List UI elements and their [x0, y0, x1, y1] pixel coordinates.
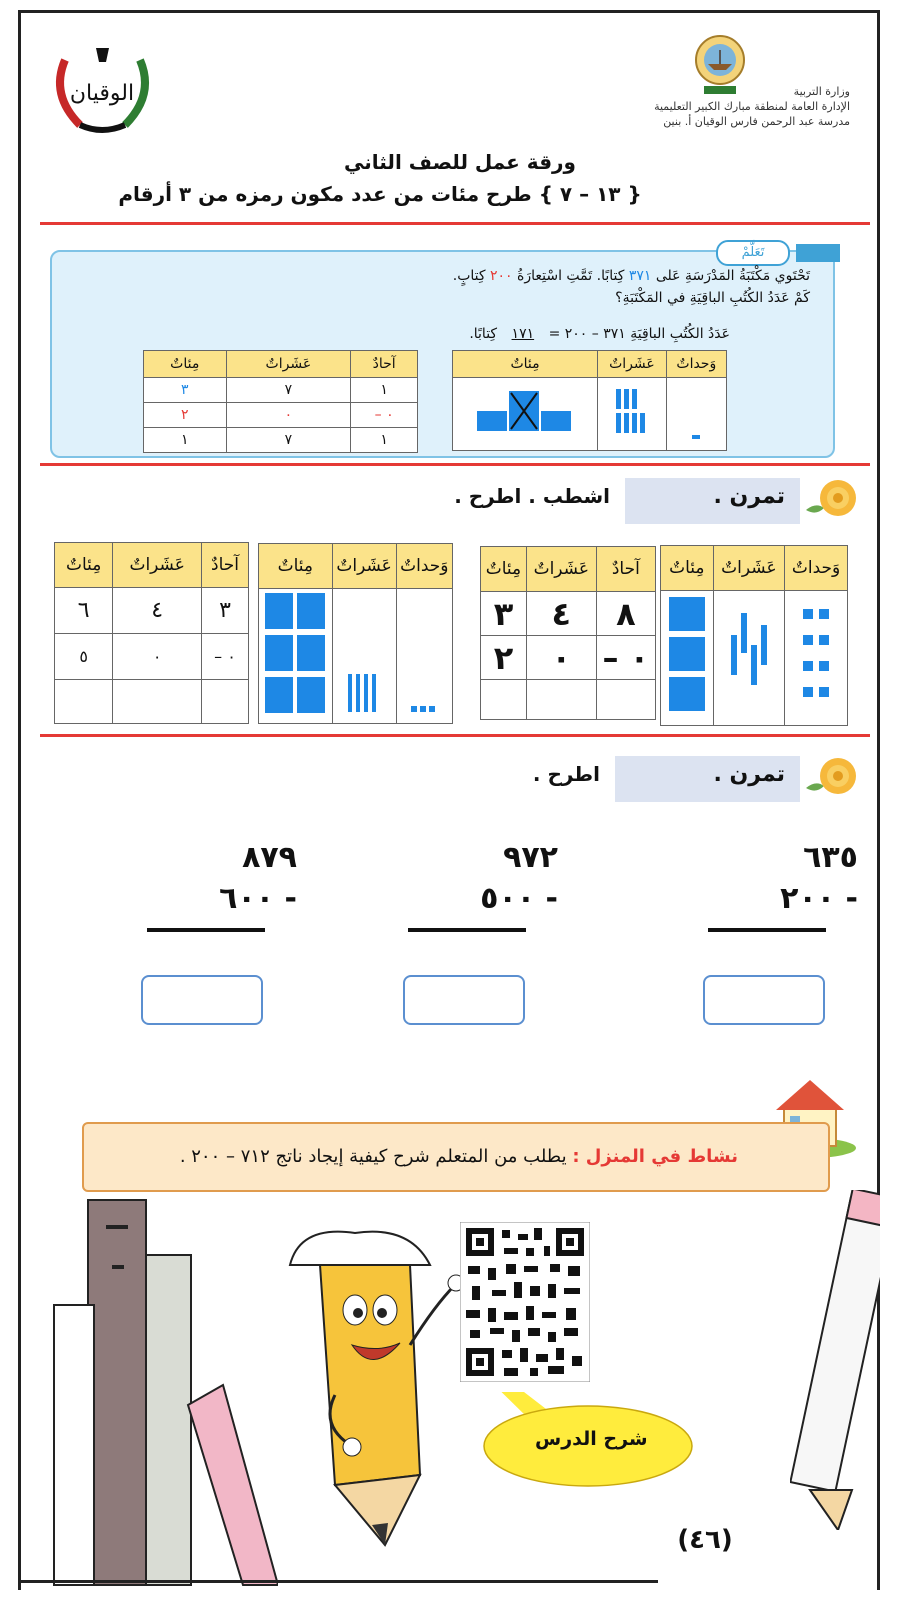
home-activity-label: نشاط في المنزل : [572, 1146, 738, 1167]
learn-text [110, 265, 810, 345]
digit-cell: ٠ [526, 636, 596, 680]
exercise-b-digits-table [54, 542, 249, 724]
header-tens: عَشَراتٌ [713, 546, 784, 591]
exercise-b-blocks-table [258, 543, 453, 724]
answer-cell[interactable] [596, 680, 655, 720]
header-tens: عَشَراتٌ [332, 544, 396, 589]
header-ones: آحادٌ [201, 543, 248, 588]
problem-bottom: ٥٠٠ - [480, 881, 558, 916]
digit-cell: ١ [351, 378, 418, 403]
ministry-header [550, 84, 850, 129]
units-cell [785, 591, 848, 726]
digit-cell: ٣ [144, 378, 227, 403]
speech-bubble[interactable] [480, 1392, 695, 1490]
learn-tab-label: تَعَلَّمْ [716, 240, 790, 266]
unit-cube-icon [686, 425, 706, 445]
books-illustration [48, 1195, 278, 1590]
learn-digits-table [143, 350, 418, 453]
learn-tab [710, 240, 840, 266]
pencil-character-illustration [260, 1225, 490, 1555]
answer-cell[interactable] [526, 680, 596, 720]
answer-cell[interactable] [201, 680, 248, 724]
hundreds-flats-icon [475, 387, 575, 437]
exercise-instruction: اشطب . اطرح . [454, 484, 610, 508]
header-hundreds: مِئاتٌ [481, 547, 527, 592]
exercise-a-digits-table [480, 546, 656, 720]
ministry-line: مدرسة عبد الرحمن فارس الوقيان أ. بنين [663, 115, 850, 128]
answer-box-3[interactable] [141, 975, 263, 1025]
bubble-text: شرح الدرس [535, 1428, 648, 1450]
lesson-title: { ١٣ – ٧ } طرح مئات من عدد مكون رمزه من ٣ أرقام [118, 182, 642, 206]
answer-box-2[interactable] [403, 975, 525, 1025]
header-units: وَحداتٌ [666, 351, 726, 378]
divider [40, 734, 870, 737]
header-hundreds: مِئاتٌ [144, 351, 227, 378]
learn-line-1: تَحْتَوي مَكْتَبَةُ المَدْرَسَةِ عَلى ٣٧١ كِتابًا. تَمَّتِ اسْتِعارَةُ ٢٠٠ كِتابٍ. [452, 268, 810, 284]
digit-cell: ٠ – [201, 634, 248, 680]
divider [40, 463, 870, 466]
bottom-border [18, 1580, 658, 1583]
problem-3 [147, 840, 297, 932]
exercise-1-header [60, 472, 860, 520]
exercise-2-header [60, 750, 860, 798]
header-units: وَحداتٌ [396, 544, 452, 589]
header-hundreds: مِئاتٌ [661, 546, 714, 591]
home-activity-text: نشاط في المنزل : يطلب من المتعلم شرح كيفية إيجاد ناتج ٧١٢ – ٢٠٠ . [179, 1146, 738, 1167]
digit-cell: ٣ [201, 588, 248, 634]
rose-icon [802, 472, 860, 526]
learn-blocks-table [452, 350, 727, 451]
home-activity-box [82, 1122, 830, 1192]
worksheet-title: ورقة عمل للصف الثاني [344, 150, 576, 174]
exercise-label: تمرن . [713, 762, 785, 787]
header-tens: عَشَراتٌ [226, 351, 351, 378]
answer-line [708, 928, 826, 932]
ministry-line: الإدارة العامة لمنطقة مبارك الكبير التعليمية [654, 100, 850, 113]
header-hundreds: مِئاتٌ [453, 351, 598, 378]
answer-line [408, 928, 526, 932]
number-200: ٢٠٠ [490, 268, 513, 284]
unit-cubes-icon [407, 704, 441, 716]
exercise-instruction: اطرح . [532, 762, 600, 786]
units-cell [396, 589, 452, 724]
pencil-illustration [790, 1190, 880, 1530]
answer-171: ١٧١ [511, 326, 535, 342]
digit-cell: ٨ [596, 592, 655, 636]
logo-text: الوقيان [69, 81, 135, 106]
header-tens: عَشَراتٌ [113, 543, 202, 588]
header-tens: عَشَراتٌ [526, 547, 596, 592]
digit-cell: ٧ [226, 428, 351, 453]
digit-cell: ١ [144, 428, 227, 453]
header-ones: آحادٌ [351, 351, 418, 378]
problem-bottom: ٦٠٠ - [219, 881, 297, 916]
school-logo [40, 40, 165, 140]
digit-cell: ٢ [481, 636, 527, 680]
tens-rods-icon [612, 387, 652, 437]
hundreds-cell [259, 589, 333, 724]
unit-cubes-icon [799, 605, 833, 705]
answer-cell[interactable] [481, 680, 527, 720]
header-hundreds: مِئاتٌ [259, 544, 333, 589]
tens-rods-icon [344, 672, 384, 716]
tens-cell [713, 591, 784, 726]
digit-cell: ٤ [113, 588, 202, 634]
digit-cell: ٦ [55, 588, 113, 634]
problem-top: ٩٧٢ [503, 840, 558, 875]
hundreds-cell [661, 591, 714, 726]
ministry-line: وزارة التربية [793, 85, 850, 98]
problem-top: ٨٧٩ [242, 840, 297, 875]
problem-1 [708, 840, 858, 932]
digit-cell: ٠ [226, 403, 351, 428]
header-tens: عَشَراتٌ [598, 351, 667, 378]
digit-cell: ٠ – [596, 636, 655, 680]
qr-code[interactable] [460, 1222, 590, 1382]
hundreds-flats-icon [667, 595, 707, 715]
exercise-a-blocks-table [660, 545, 848, 726]
digit-cell: ٧ [226, 378, 351, 403]
hundreds-cell [453, 378, 598, 451]
digit-cell: ٤ [526, 592, 596, 636]
rose-icon [802, 750, 860, 804]
divider [40, 222, 870, 225]
digit-cell: ٠ [113, 634, 202, 680]
exercise-label: تمرن . [713, 484, 785, 509]
answer-line [147, 928, 265, 932]
answer-cell[interactable] [55, 680, 113, 724]
digit-cell: ٣ [481, 592, 527, 636]
answer-cell[interactable] [113, 680, 202, 724]
learn-line-3: عَدَدُ الكُتُبِ الباقِيَةِ ٣٧١ – ٢٠٠ = ١٧١ كِتابًا. [469, 326, 730, 342]
digit-cell: ٥ [55, 634, 113, 680]
problem-top: ٦٣٥ [803, 840, 858, 875]
digit-cell: ٠ – [351, 403, 418, 428]
digit-cell: ٢ [144, 403, 227, 428]
header-units: وَحداتٌ [785, 546, 848, 591]
tens-cell [332, 589, 396, 724]
answer-box-1[interactable] [703, 975, 825, 1025]
digit-cell: ١ [351, 428, 418, 453]
problem-bottom: ٢٠٠ - [780, 881, 858, 916]
learn-line-2: كَمْ عَدَدُ الكُتُبِ الباقِيَةِ في المَكْتَبَةِ؟ [615, 290, 810, 306]
tens-cell [598, 378, 667, 451]
problem-2 [408, 840, 558, 932]
header-ones: آحادٌ [596, 547, 655, 592]
page-number: (٤٦) [677, 1525, 733, 1555]
hundreds-flats-icon [263, 591, 327, 715]
header-hundreds: مِئاتٌ [55, 543, 113, 588]
units-cell [666, 378, 726, 451]
number-371: ٣٧١ [628, 268, 652, 284]
tens-rods-icon [729, 605, 769, 705]
